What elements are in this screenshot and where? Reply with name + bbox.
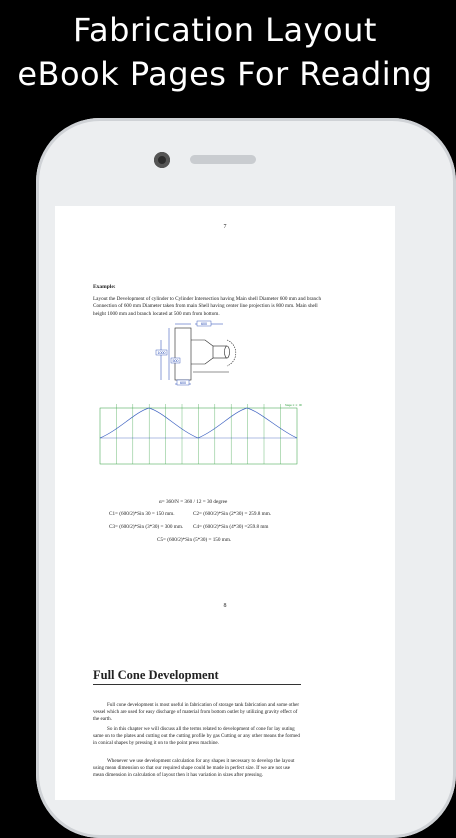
- cylinder-intersection-drawing: [153, 320, 249, 386]
- formula-c4: C4= (600/2)*Sin (4*30) =259.8 mm: [193, 524, 269, 530]
- promo-headline: [0, 8, 450, 96]
- strip-caption: Stage 1: 1 : 00: [285, 404, 302, 407]
- page-number-bottom: 8: [223, 603, 227, 609]
- promo-line-1: Fabrication Layout: [73, 11, 377, 49]
- formula-c5: C5= (600/2)*Sin (5*30) = 150 mm.: [157, 537, 232, 543]
- dim-height-label: 1000: [157, 351, 166, 355]
- front-camera-icon: [154, 152, 170, 168]
- dim-bottom-label: 600: [180, 381, 186, 385]
- ebook-page-view[interactable]: [55, 206, 395, 800]
- chapter-title: Full Cone Development: [93, 668, 219, 682]
- paragraph-1: Full cone development is most useful in fabrication of storage tank fabrication and some other vessel which are used for easy discharge of material from bottom outlet by utilizing gravity effect of the earth.: [93, 702, 300, 723]
- development-layout-drawing: [99, 398, 302, 466]
- paragraph-3: Whenever we use development calculation for any shapes it necessary to develop the layout using mean dimension so that our required shape could be made in perfect size. If we are not use mean dimension in calculation of layout then it has variation in sizes after pressing.: [93, 758, 295, 779]
- example-label: Example:: [93, 284, 116, 290]
- chapter-title-rule: [93, 684, 301, 685]
- dim-mid-label: 500: [172, 359, 179, 363]
- promo-line-2: eBook Pages For Reading: [17, 55, 433, 93]
- formula-alpha: α= 360/N = 360 / 12 = 30 degree: [159, 499, 228, 505]
- example-text: Layout the Development of cylinder to Cylinder Intersection having Main shell Diameter 600 mm and branch Connection of 600 mm Diameter taken from main Shell having center line projection is 800 mm. Main shell height 1000 mm and branch located at 500 mm from bottom.: [93, 296, 322, 317]
- page-number-top: 7: [223, 224, 227, 230]
- formula-c3: C3= (600/2)*Sin (3*30) = 300 mm.: [109, 524, 184, 530]
- earpiece-speaker: [190, 155, 256, 164]
- formula-c1: C1= (600/2)*Sin 30 = 150 mm.: [109, 511, 175, 517]
- dim-top-label: 600: [201, 322, 207, 326]
- formula-c2: C2= (600/2)*Sin (2*30) = 259.8 mm.: [193, 511, 272, 517]
- paragraph-2: So in this chapter we will discuss all the terms related to development of cone for lay outing same on to the plates and cutting out the cutting profile by gas Cutting or any other means the formed in conical shapes by pressing it on to the point press machine.: [93, 726, 300, 747]
